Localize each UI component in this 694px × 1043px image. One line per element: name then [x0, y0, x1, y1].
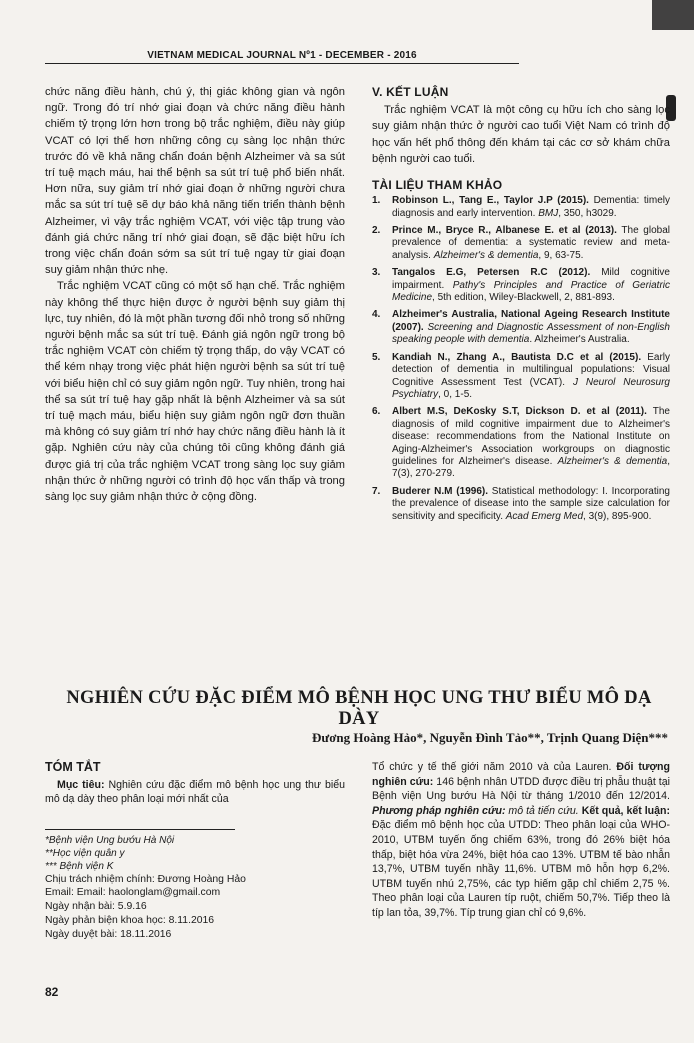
abstract-body: Tổ chức y tế thế giới năm 2010 và của Lauren. Đối tượng nghiên cứu: 146 bệnh nhân UTDD được điều trị phẫu thuật tại Bệnh viện Ung bướu Hà Nội từ tháng 1/2010 đến 12/2014. Phương pháp nghiên cứu: mô tả tiến cứu. Kết quả, kết luận: Đặc điểm mô bệnh học của UTDD: Theo phân loại của WHO-2010, UTBM tuyến ống chiếm 63%, trong đó 26% biệt hóa thấp, biệt hóa vừa 24%, biệt hóa cao 13%. UTBM tế bào nhẫn 13,7%, UTBM tuyến nhầy 11,6%. UTBM mô hỗn hợp 6,2%. UTBM tuyến nhú 2,75%, các typ hiếm gặp chỉ chiếm 2,75 %. Theo phân loại của Lauren típ ruột, chiếm 50,7%. Tiếp theo là típ lan tỏa, 39,7%. Típ trung gian chỉ có 9,6%. [372, 761, 671, 919]
reference-item: 2. Prince M., Bryce R., Albanese E. et al (2013). The global prevalence of dementia: a systematic review and meta-analysis. Alzheimer's & dementia, 9, 63-75. [372, 225, 670, 261]
reference-item: 5. Kandiah N., Zhang A., Bautista D.C et al (2015). Early detection of dementia in multilingual populations: Visual Cognitive Assessment Test (VCAT). J Neurol Neurosurg Psychiatry, 0, 1-5. [372, 351, 671, 400]
reference-item: 1. Robinson L., Tang E., Taylor J.P (2015). Dementia: timely diagnosis and early intervention. BMJ, 350, h3029. [372, 195, 671, 219]
reference-item: 3. Tangalos E.G, Petersen R.C (2012). Mild cognitive impairment. Pathy's Principles and Practice of Geriatric Medicine, 5th edition, Wiley-Blackwell, 2, 881-893. [372, 267, 671, 304]
footnote-affiliation-1: *Bệnh viện Ung bướu Hà Nội [45, 834, 175, 846]
running-header: VIETNAM MEDICAL JOURNAL Nº1 - DECEMBER - 2016 [45, 50, 519, 64]
right-column [372, 84, 670, 528]
conclusion-text: Trắc nghiệm VCAT là một công cụ hữu ích cho sàng lọc suy giảm nhận thức ở người cao tuổi Việt Nam có trình độ học vấn hết phổ thông đến khám tại các cơ sở khám chữa bệnh người cao tuổi. [372, 104, 670, 165]
abstract-heading: TÓM TẮT [45, 760, 101, 774]
left-column [45, 84, 345, 505]
page-number: 82 [45, 985, 59, 999]
footnote-affiliation-3: *** Bệnh viện K [45, 860, 114, 872]
abstract-left-column [45, 760, 345, 941]
review-date: Ngày phản biện khoa học: 8.11.2016 [45, 914, 215, 926]
reference-list [372, 195, 670, 523]
conclusion-heading: V. KẾT LUẬN [372, 85, 449, 99]
reference-item: 7. Buderer N.M (1996). Statistical methodology: I. Incorporating the prevalence of disease into the sample size calculation for sensitivity and specificity. Acad Emerg Med, 3(9), 895-900. [372, 485, 670, 522]
article-title: NGHIÊN CỨU ĐẶC ĐIỂM MÔ BỆNH HỌC UNG THƯ BIỂU MÔ DẠ DÀY [66, 688, 652, 729]
article-authors: Đương Hoàng Hảo*, Nguyễn Đình Tảo**, Trịnh Quang Diện*** [312, 730, 668, 745]
footnote-divider [45, 829, 235, 830]
reference-item: 6. Albert M.S, DeKosky S.T, Dickson D. et al (2011). The diagnosis of mild cognitive impairment due to Alzheimer's disease: recommendations from the National Institute on Aging-Alzheimer's Association workgroups on diagnostic guidelines for Alzheimer's disease. Alzheimer's & dementia, 7(3), 270-279. [372, 406, 670, 480]
author-email: Email: Email: haolonglam@gmail.com [45, 887, 221, 899]
discussion-paragraph-1: chức năng điều hành, chú ý, thị giác không gian và ngôn ngữ. Trong đó trí nhớ giai đoạn và chức năng điều hành chiếm tỷ trọng lớn hơn trong bộ trắc nghiệm, điều này giúp VCAT có lợi thế hơn những công cụ sàng lọc nhận thức trước đó về khả năng chẩn đoán bệnh Alzheimer và sa sút trí tuệ mạch máu, hai thể bệnh sa sút trí tuệ phổ biến nhất. Hơn nữa, suy giảm trí nhớ giai đoạn ở những người chưa mắc sa sút trí tuệ sẽ dự báo khả năng tiến triển thành bệnh Alzheimer, vì vậy trắc nghiệm VCAT, với việc tập trung vào đánh giá chức năng trí nhớ giai đoạn, sẽ đặc biệt hữu ích trong việc chẩn đoán sớm sa sút trí tuệ ngay từ giai đoạn suy giảm nhận thức nhẹ. [45, 86, 345, 277]
abstract-aim: Mục tiêu: Nghiên cứu đặc điểm mô bệnh học ung thư biểu mô dạ dày theo phân loại mới nhất của [45, 778, 345, 805]
abstract-right-column [372, 760, 670, 921]
received-date: Ngày nhận bài: 5.9.16 [45, 901, 147, 913]
responsible-author: Chịu trách nhiệm chính: Đương Hoàng Hảo [45, 873, 246, 885]
scan-edge-mark [652, 0, 694, 30]
discussion-paragraph-2: Trắc nghiệm VCAT cũng có một số hạn chế. Trắc nghiệm này không thể thực hiện được ở người bệnh suy giảm thị lực, tuy nhiên, đó là một phần tương đối nhỏ trong số những người bệnh mắc sa sút trí tuệ. Đánh giá ngôn ngữ trong bộ trắc nghiệm VCAT còn chiếm tỷ trọng thấp, do vậy VCAT có thể kém nhạy trong việc phát hiện người bệnh sa sút trí tuệ với biểu hiện chỉ có suy giảm ngôn ngữ. Tuy nhiên, trong hai thể sa sút trí tuệ hay gặp nhất là bệnh Alzheimer và sa sút trí tuệ mạch máu, biểu hiện suy giảm ngôn ngữ đơn thuần mà không có suy giảm trí nhớ hay chức năng điều hành là ít gặp. Nghiên cứu này của chúng tôi cũng không đánh giá được giá trị của trắc nghiệm VCAT trong sàng lọc suy giảm nhận thức ở những người có trình độ học vấn thấp và trong sàng lọc suy giảm nhận thức ở cộng đồng. [45, 280, 345, 504]
reference-item: 4. Alzheimer's Australia, National Ageing Research Institute (2007). Screening and Diagnostic Assessment of non-English speaking people with dementia. Alzheimer's Australia. [372, 309, 670, 346]
references-heading: TÀI LIỆU THAM KHẢO [372, 178, 503, 193]
accepted-date: Ngày duyệt bài: 18.11.2016 [45, 928, 172, 940]
footnote-affiliation-2: **Học viện quân y [45, 847, 125, 859]
